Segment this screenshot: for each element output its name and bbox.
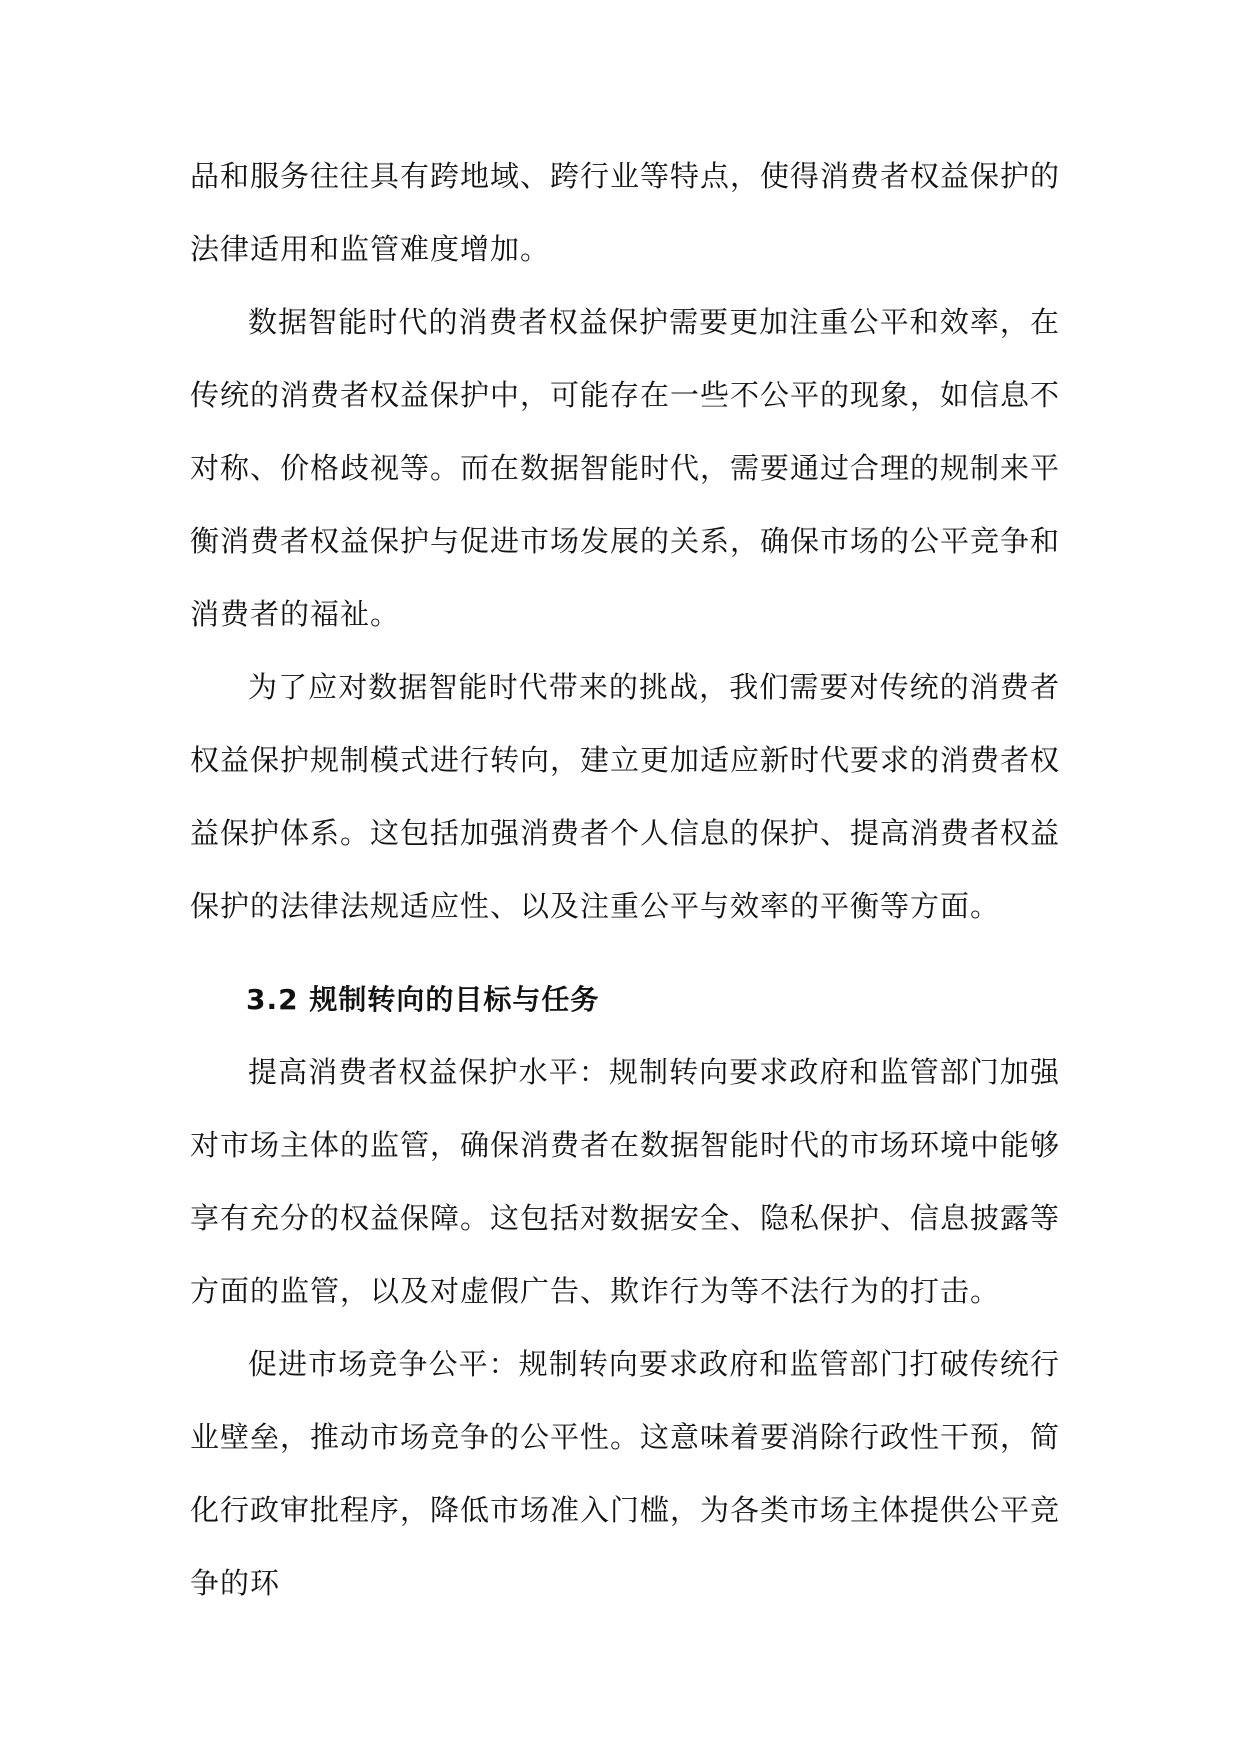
body-paragraph-5: 促进市场竞争公平：规制转向要求政府和监管部门打破传统行业壁垒，推动市场竞争的公平性。这意味着要消除行政性干预，简化行政审批程序，降低市场准入门槛，为各类市场主体提供公平竞争的环 [190, 1347, 1061, 1600]
body-paragraph-3: 为了应对数据智能时代带来的挑战，我们需要对传统的消费者权益保护规制模式进行转向，建立更加适应新时代要求的消费者权益保护体系。这包括加强消费者个人信息的保护、提高消费者权益保护的法律法规适应性、以及注重公平与效率的平衡等方面。 [190, 670, 1061, 923]
document-body [190, 140, 1060, 1620]
body-paragraph-1: 品和服务往往具有跨地域、跨行业等特点，使得消费者权益保护的法律适用和监管难度增加。 [190, 159, 1061, 266]
body-paragraph-4: 提高消费者权益保护水平：规制转向要求政府和监管部门加强对市场主体的监管，确保消费者在数据智能时代的市场环境中能够享有充分的权益保障。这包括对数据安全、隐私保护、信息披露等方面的监管，以及对虚假广告、欺诈行为等不法行为的打击。 [190, 1055, 1061, 1308]
heading-spacer [190, 943, 1060, 963]
section-heading: 3.2 规制转向的目标与任务 [246, 983, 600, 1016]
body-paragraph-2: 数据智能时代的消费者权益保护需要更加注重公平和效率，在传统的消费者权益保护中，可能存在一些不公平的现象，如信息不对称、价格歧视等。而在数据智能时代，需要通过合理的规制来平衡消费者权益保护与促进市场发展的关系，确保市场的公平竞争和消费者的福祉。 [190, 305, 1061, 631]
